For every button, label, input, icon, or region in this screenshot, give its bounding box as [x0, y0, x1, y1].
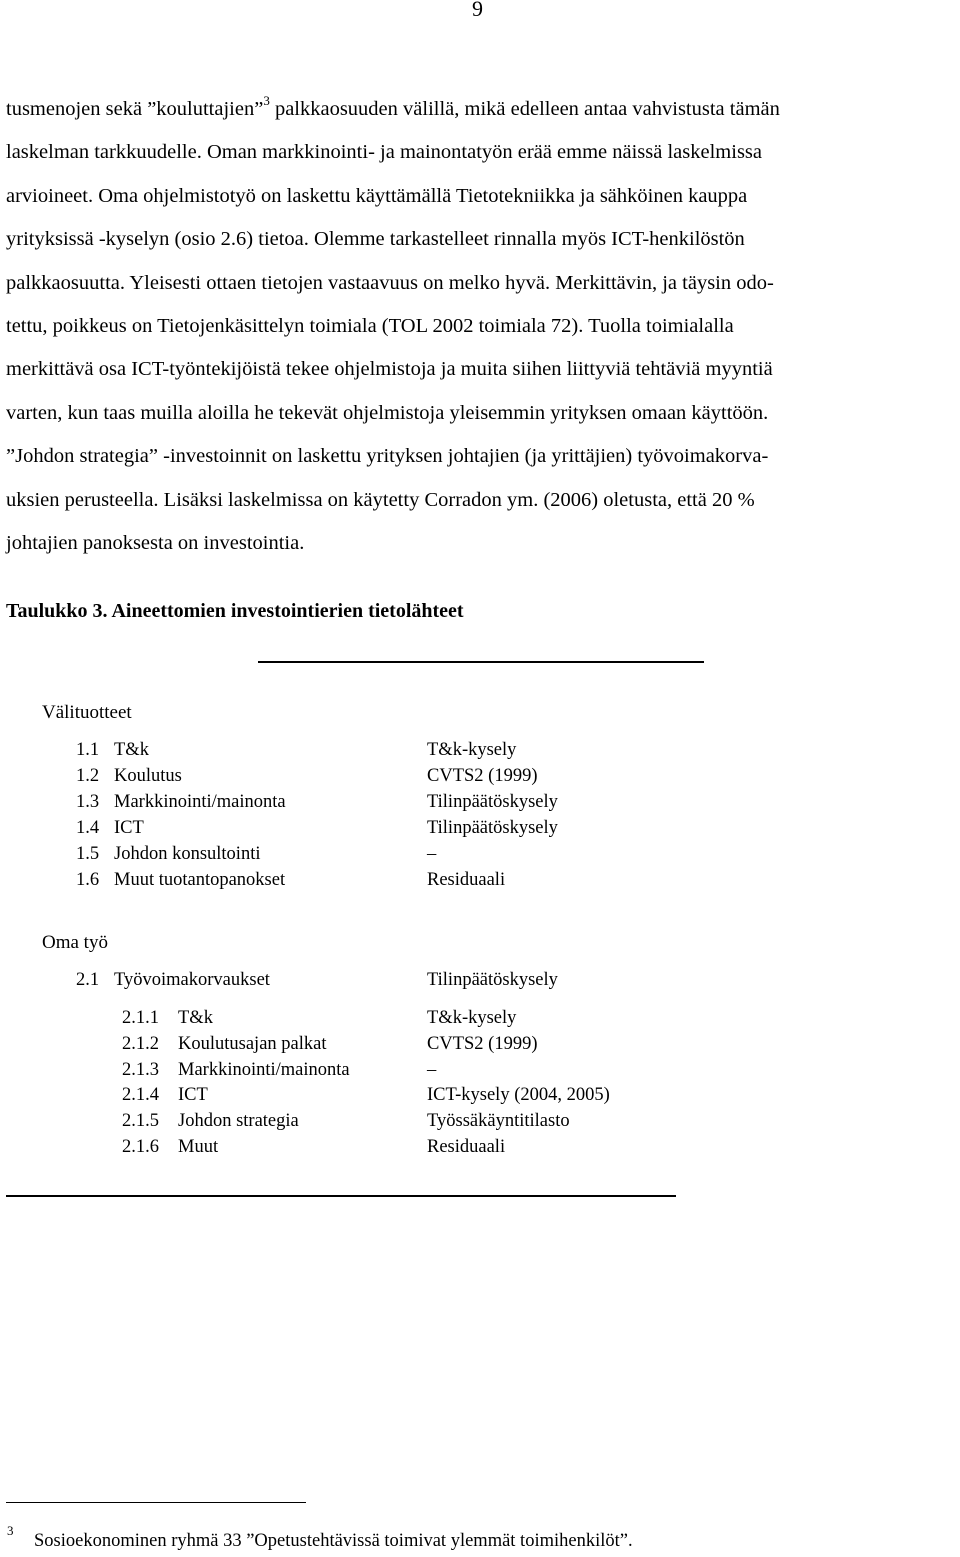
row-source: CVTS2 (1999) — [427, 766, 538, 786]
table-group-label: Oma työ — [42, 932, 108, 953]
footnote-reference: 3 — [263, 93, 270, 108]
row-number: 2.1.4 — [122, 1085, 159, 1105]
row-label: Muut — [178, 1137, 219, 1157]
row-source: T&k-kysely — [427, 740, 517, 760]
body-paragraph — [6, 88, 956, 565]
row-source: Tilinpäätöskysely — [427, 818, 558, 838]
row-source: T&k-kysely — [427, 1008, 517, 1028]
row-source: – — [427, 844, 437, 864]
row-label: T&k — [114, 740, 149, 760]
row-number: 2.1.1 — [122, 1008, 159, 1028]
row-source: ICT-kysely (2004, 2005) — [427, 1085, 610, 1105]
row-source: Työssäkäyntitilasto — [427, 1111, 570, 1131]
table-group-label: Välituotteet — [42, 702, 132, 723]
paragraph-line: arvioineet. Oma ohjelmistotyö on laskettu käyttämällä Tietotekniikka ja sähköinen kauppa — [6, 184, 748, 207]
paragraph-line: uksien perusteella. Lisäksi laskelmissa on käytetty Corradon ym. (2006) oletusta, että 20 % — [6, 488, 755, 511]
row-number: 1.4 — [76, 818, 100, 838]
row-number: 1.2 — [76, 766, 100, 786]
row-source: Tilinpäätöskysely — [427, 970, 558, 990]
paragraph-line: merkittävä osa ICT-työntekijöistä tekee ohjelmistoja ja muita siihen liittyviä tehtäviä myyntiä — [6, 358, 773, 381]
row-label: Markkinointi/mainonta — [114, 792, 286, 812]
table-caption: Taulukko 3. Aineettomien investointierien tietolähteet — [6, 600, 464, 622]
row-number: 2.1.2 — [122, 1034, 159, 1054]
table-bottom-rule — [6, 1195, 676, 1197]
text-segment: tusmenojen sekä ”kouluttajien” — [6, 98, 264, 120]
row-source: – — [427, 1060, 437, 1080]
paragraph-line: ”Johdon strategia” -investoinnit on laskettu yrityksen johtajien (ja yrittäjien) työvoimakorva- — [6, 445, 769, 468]
row-source: Residuaali — [427, 870, 506, 890]
table-top-rule — [258, 661, 704, 663]
paragraph-line: tettu, poikkeus on Tietojenkäsittelyn toimiala (TOL 2002 toimiala 72). Tuolla toimialalla — [6, 314, 734, 337]
row-number: 2.1.6 — [122, 1137, 159, 1157]
row-number: 1.3 — [76, 792, 100, 812]
page-number: 9 — [472, 0, 483, 21]
row-source: CVTS2 (1999) — [427, 1034, 538, 1054]
row-number: 1.1 — [76, 740, 100, 760]
paragraph-line: laskelman tarkkuudelle. Oman markkinointi- ja mainontatyön erää emme näissä laskelmissa — [6, 141, 762, 164]
paragraph-line: varten, kun taas muilla aloilla he tekevät ohjelmistoja yleisemmin yrityksen omaan käyttöön. — [6, 401, 769, 424]
text-segment: palkkaosuuden välillä, mikä edelleen antaa vahvistusta tämän — [269, 98, 780, 120]
paragraph-line: johtajien panoksesta on investointia. — [6, 531, 305, 554]
paragraph-line: palkkaosuutta. Yleisesti ottaen tietojen vastaavuus on melko hyvä. Merkittävin, ja täysin odo- — [6, 271, 774, 294]
row-number: 2.1.5 — [122, 1111, 159, 1131]
row-label: Koulutusajan palkat — [178, 1034, 327, 1054]
row-number: 2.1 — [76, 970, 100, 990]
row-label: Johdon konsultointi — [114, 844, 261, 864]
row-number: 1.5 — [76, 844, 100, 864]
row-label: T&k — [178, 1008, 213, 1028]
row-label: Muut tuotantopanokset — [114, 870, 286, 890]
paragraph-line — [6, 88, 956, 131]
row-label: Johdon strategia — [178, 1111, 299, 1131]
row-number: 2.1.3 — [122, 1060, 159, 1080]
paragraph-line: yrityksissä -kyselyn (osio 2.6) tietoa. Olemme tarkastelleet rinnalla myös ICT-henkilöstön — [6, 228, 745, 251]
row-label: Työvoimakorvaukset — [114, 970, 270, 990]
row-source: Residuaali — [427, 1137, 506, 1157]
footnote-separator — [6, 1502, 306, 1503]
row-label: Koulutus — [114, 766, 182, 786]
footnote-mark: 3 — [7, 1523, 14, 1538]
row-label: Markkinointi/mainonta — [178, 1060, 350, 1080]
footnote-text: Sosioekonominen ryhmä 33 ”Opetustehtävissä toimivat ylemmät toimihenkilöt”. — [34, 1531, 633, 1551]
row-number: 1.6 — [76, 870, 100, 890]
row-source: Tilinpäätöskysely — [427, 792, 558, 812]
row-label: ICT — [178, 1085, 208, 1105]
row-label: ICT — [114, 818, 144, 838]
